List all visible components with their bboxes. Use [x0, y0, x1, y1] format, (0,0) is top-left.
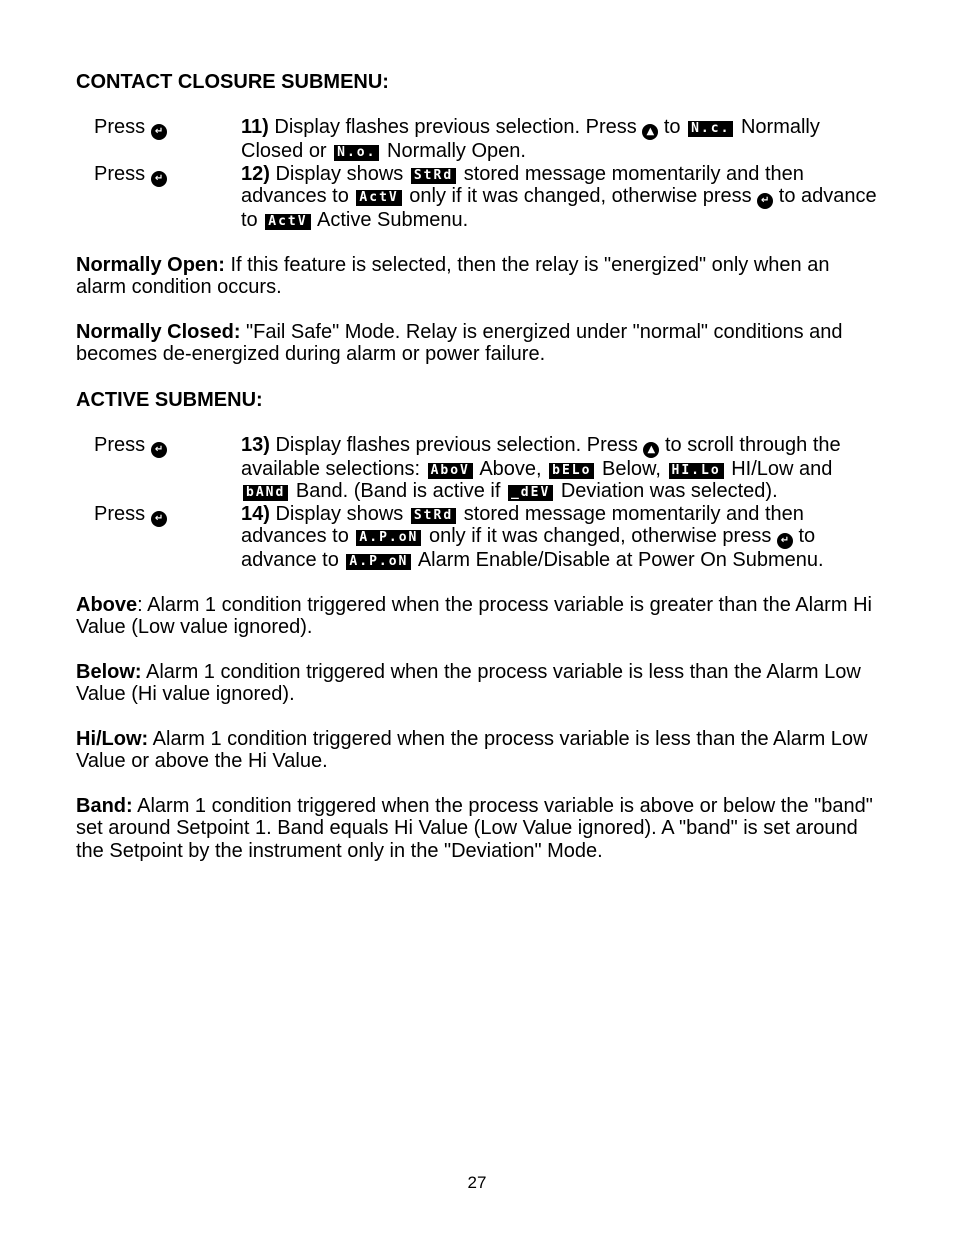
enter-icon: ↵ — [151, 511, 167, 527]
enter-icon: ↵ — [151, 124, 167, 140]
band-paragraph: Band: Alarm 1 condition triggered when the process variable is above or below the "band" set around Setpoint 1. Band equals Hi Value (Low Value ignored). A "band" is set around the Setpoint by the instrument only in the "Deviation" Mode. — [76, 794, 873, 862]
lcd-display-abov: AboV — [428, 463, 473, 479]
up-arrow-icon: ▲ — [643, 442, 659, 458]
lcd-display-no: N.o. — [334, 145, 379, 161]
up-arrow-icon: ▲ — [642, 124, 658, 140]
enter-icon: ↵ — [151, 442, 167, 458]
hilow-paragraph: Hi/Low: Alarm 1 condition triggered when the process variable is less than the Alarm Low Value or above the Hi Value. — [76, 727, 868, 772]
lcd-display-dev: _dEV — [508, 485, 553, 501]
lcd-display-nc: N.c. — [688, 121, 733, 137]
lcd-display-hilo: HI.Lo — [669, 463, 724, 479]
lcd-display-actv: ActV — [265, 214, 310, 230]
lcd-display-band: bANd — [243, 485, 288, 501]
page-number: 27 — [467, 1173, 487, 1192]
step-11 — [76, 116, 882, 163]
step-14-text: 14) Display shows StRd stored message momentarily and then advances to A.P.oN only if it was changed, otherwise press ↵ to advance to A.P.oN Alarm Enable/Disable at Power On Submenu. — [241, 502, 824, 571]
step-14 — [76, 503, 882, 572]
enter-icon: ↵ — [151, 171, 167, 187]
contact-closure-steps — [76, 116, 882, 232]
contact-closure-heading: CONTACT CLOSURE SUBMENU: — [76, 71, 389, 93]
press-label: Press ↵ — [76, 434, 241, 503]
active-submenu-steps — [76, 434, 882, 572]
lcd-display-apon: A.P.oN — [346, 554, 411, 570]
lcd-display-strd: StRd — [411, 508, 456, 524]
step-13-text: 13) Display flashes previous selection. Press ▲ to scroll through the available selections: AboV Above, bELo Below, HI.Lo HI/Low and bANd Band. (Band is active if _dEV Deviation was selected). — [241, 433, 841, 502]
below-paragraph: Below: Alarm 1 condition triggered when the process variable is less than the Alarm Low Value (Hi value ignored). — [76, 660, 861, 705]
active-submenu-heading: ACTIVE SUBMENU: — [76, 388, 263, 411]
normally-open-paragraph: Normally Open: If this feature is selected, then the relay is "energized" only when an alarm condition occurs. — [76, 253, 830, 298]
enter-icon: ↵ — [777, 533, 793, 549]
enter-icon: ↵ — [757, 193, 773, 209]
lcd-display-apon: A.P.oN — [356, 530, 421, 546]
step-13 — [76, 434, 882, 503]
press-label: Press ↵ — [76, 163, 241, 232]
above-paragraph: Above: Alarm 1 condition triggered when the process variable is greater than the Alarm Hi Value (Low value ignored). — [76, 593, 872, 638]
manual-page — [76, 70, 882, 862]
step-12-text: 12) Display shows StRd stored message momentarily and then advances to ActV only if it was changed, otherwise press ↵ to advance to ActV Active Submenu. — [241, 162, 877, 231]
lcd-display-belo: bELo — [549, 463, 594, 479]
press-label: Press ↵ — [76, 503, 241, 572]
step-12 — [76, 163, 882, 232]
lcd-display-actv: ActV — [356, 190, 401, 206]
normally-closed-paragraph: Normally Closed: "Fail Safe" Mode. Relay is energized under "normal" conditions and becomes de-energized during alarm or power failure. — [76, 320, 843, 365]
press-label: Press ↵ — [76, 116, 241, 163]
lcd-display-strd: StRd — [411, 168, 456, 184]
step-11-text: 11) Display flashes previous selection. Press ▲ to N.c. Normally Closed or N.o. Normally Open. — [241, 116, 820, 162]
